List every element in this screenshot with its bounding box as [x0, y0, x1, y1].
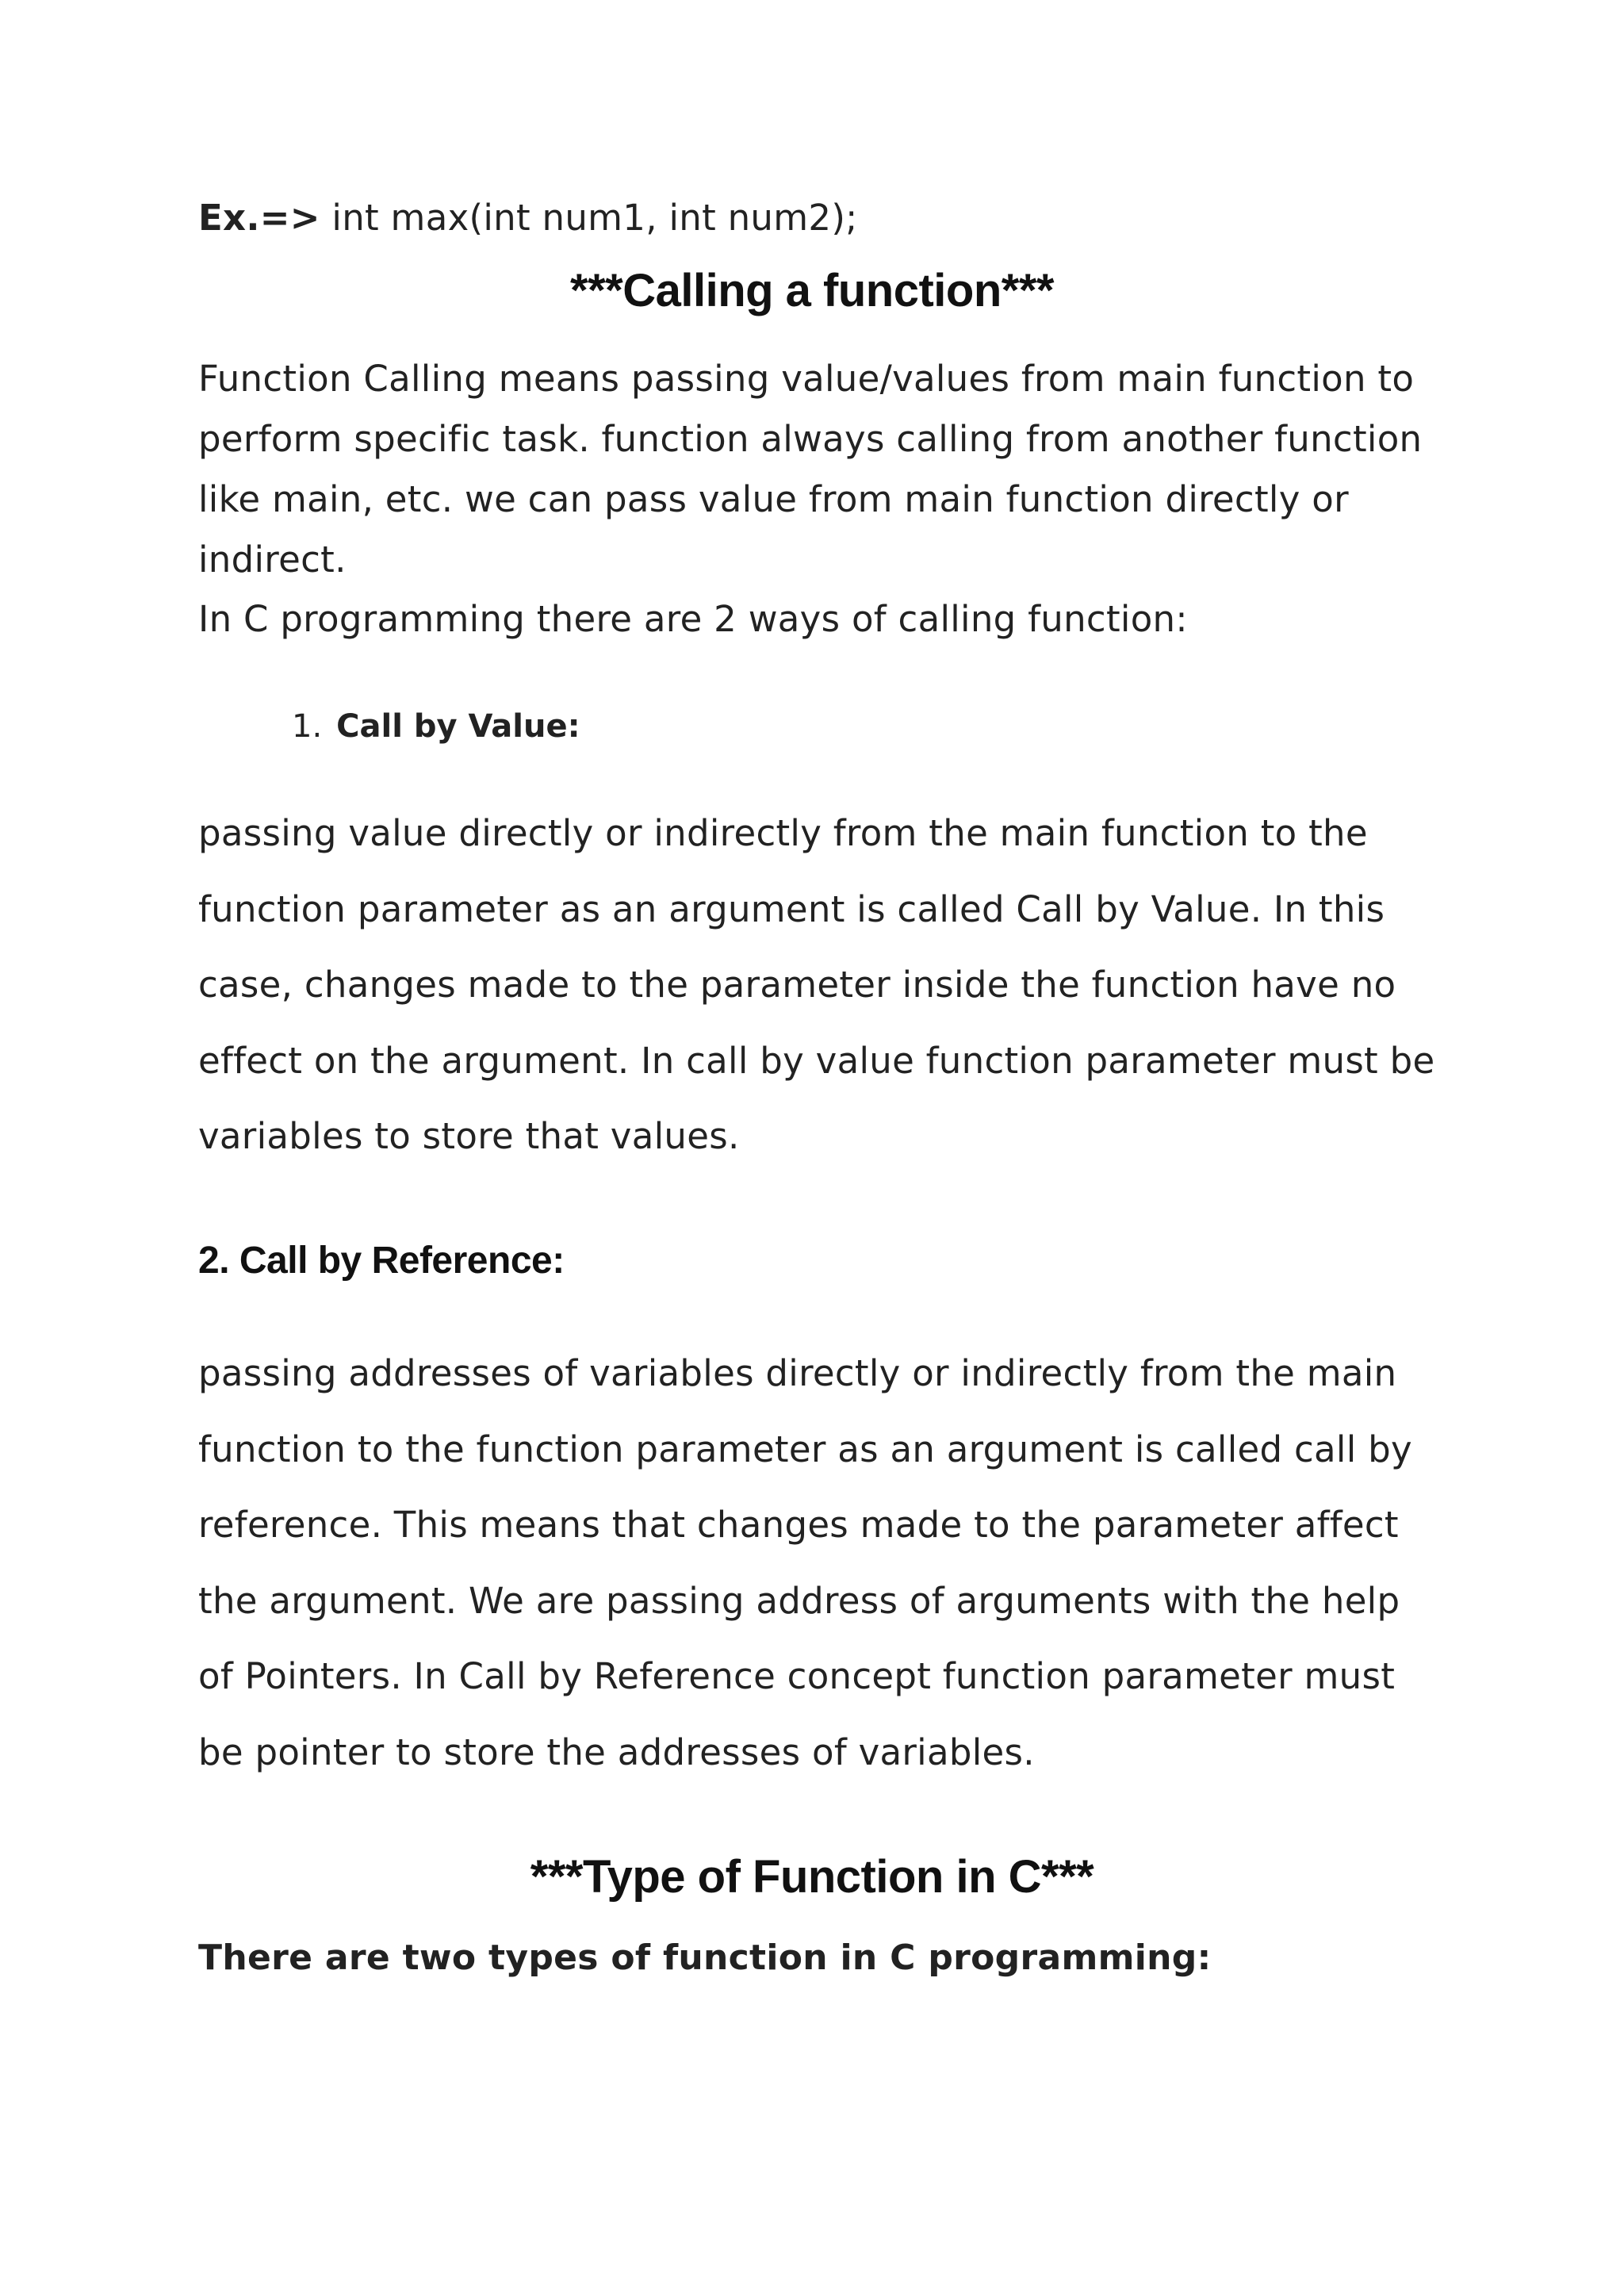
- call-by-reference-heading: 2. Call by Reference:: [198, 1240, 565, 1282]
- calling-function-heading: ***Calling a function***: [570, 265, 1054, 316]
- list-label: Call by Value:: [336, 708, 580, 745]
- paragraph-line: variables to store that values.: [198, 1115, 740, 1157]
- paragraph-line: passing value directly or indirectly from the main function to the: [198, 812, 1368, 854]
- paragraph-line: reference. This means that changes made to the parameter affect: [198, 1504, 1399, 1546]
- paragraph-line: function parameter as an argument is called Call by Value. In this: [198, 887, 1385, 930]
- paragraph-line: like main, etc. we can pass value from main function directly or: [198, 478, 1349, 520]
- paragraph-line: of Pointers. In Call by Reference concept function parameter must: [198, 1655, 1396, 1697]
- paragraph-line: passing addresses of variables directly or indirectly from the main: [198, 1352, 1397, 1394]
- ways-of-calling-line: In C programming there are 2 ways of calling function:: [198, 598, 1188, 640]
- call-by-value-paragraph: [198, 795, 1435, 1175]
- types-intro-line: There are two types of function in C programming:: [198, 1938, 1212, 1978]
- example-line: [198, 197, 1435, 239]
- paragraph-line: function to the function parameter as an argument is called call by: [198, 1428, 1412, 1470]
- list-item-call-by-value: [292, 708, 580, 745]
- list-number: 1.: [292, 708, 323, 745]
- example-label: Ex.=>: [198, 197, 320, 239]
- paragraph-line: the argument. We are passing address of arguments with the help: [198, 1579, 1400, 1622]
- paragraph-line: perform specific task. function always calling from another function: [198, 418, 1423, 460]
- example-code: int max(int num1, int num2);: [320, 197, 858, 239]
- paragraph-line: be pointer to store the addresses of variables.: [198, 1731, 1035, 1773]
- paragraph-line: case, changes made to the parameter inside the function have no: [198, 964, 1396, 1006]
- paragraph-line: indirect.: [198, 539, 347, 581]
- calling-function-paragraph: [198, 349, 1435, 590]
- paragraph-line: effect on the argument. In call by value function parameter must be: [198, 1039, 1435, 1082]
- call-by-reference-paragraph: [198, 1336, 1435, 1790]
- types-of-function-heading: ***Type of Function in C***: [530, 1851, 1094, 1903]
- paragraph-line: Function Calling means passing value/values from main function to: [198, 358, 1415, 400]
